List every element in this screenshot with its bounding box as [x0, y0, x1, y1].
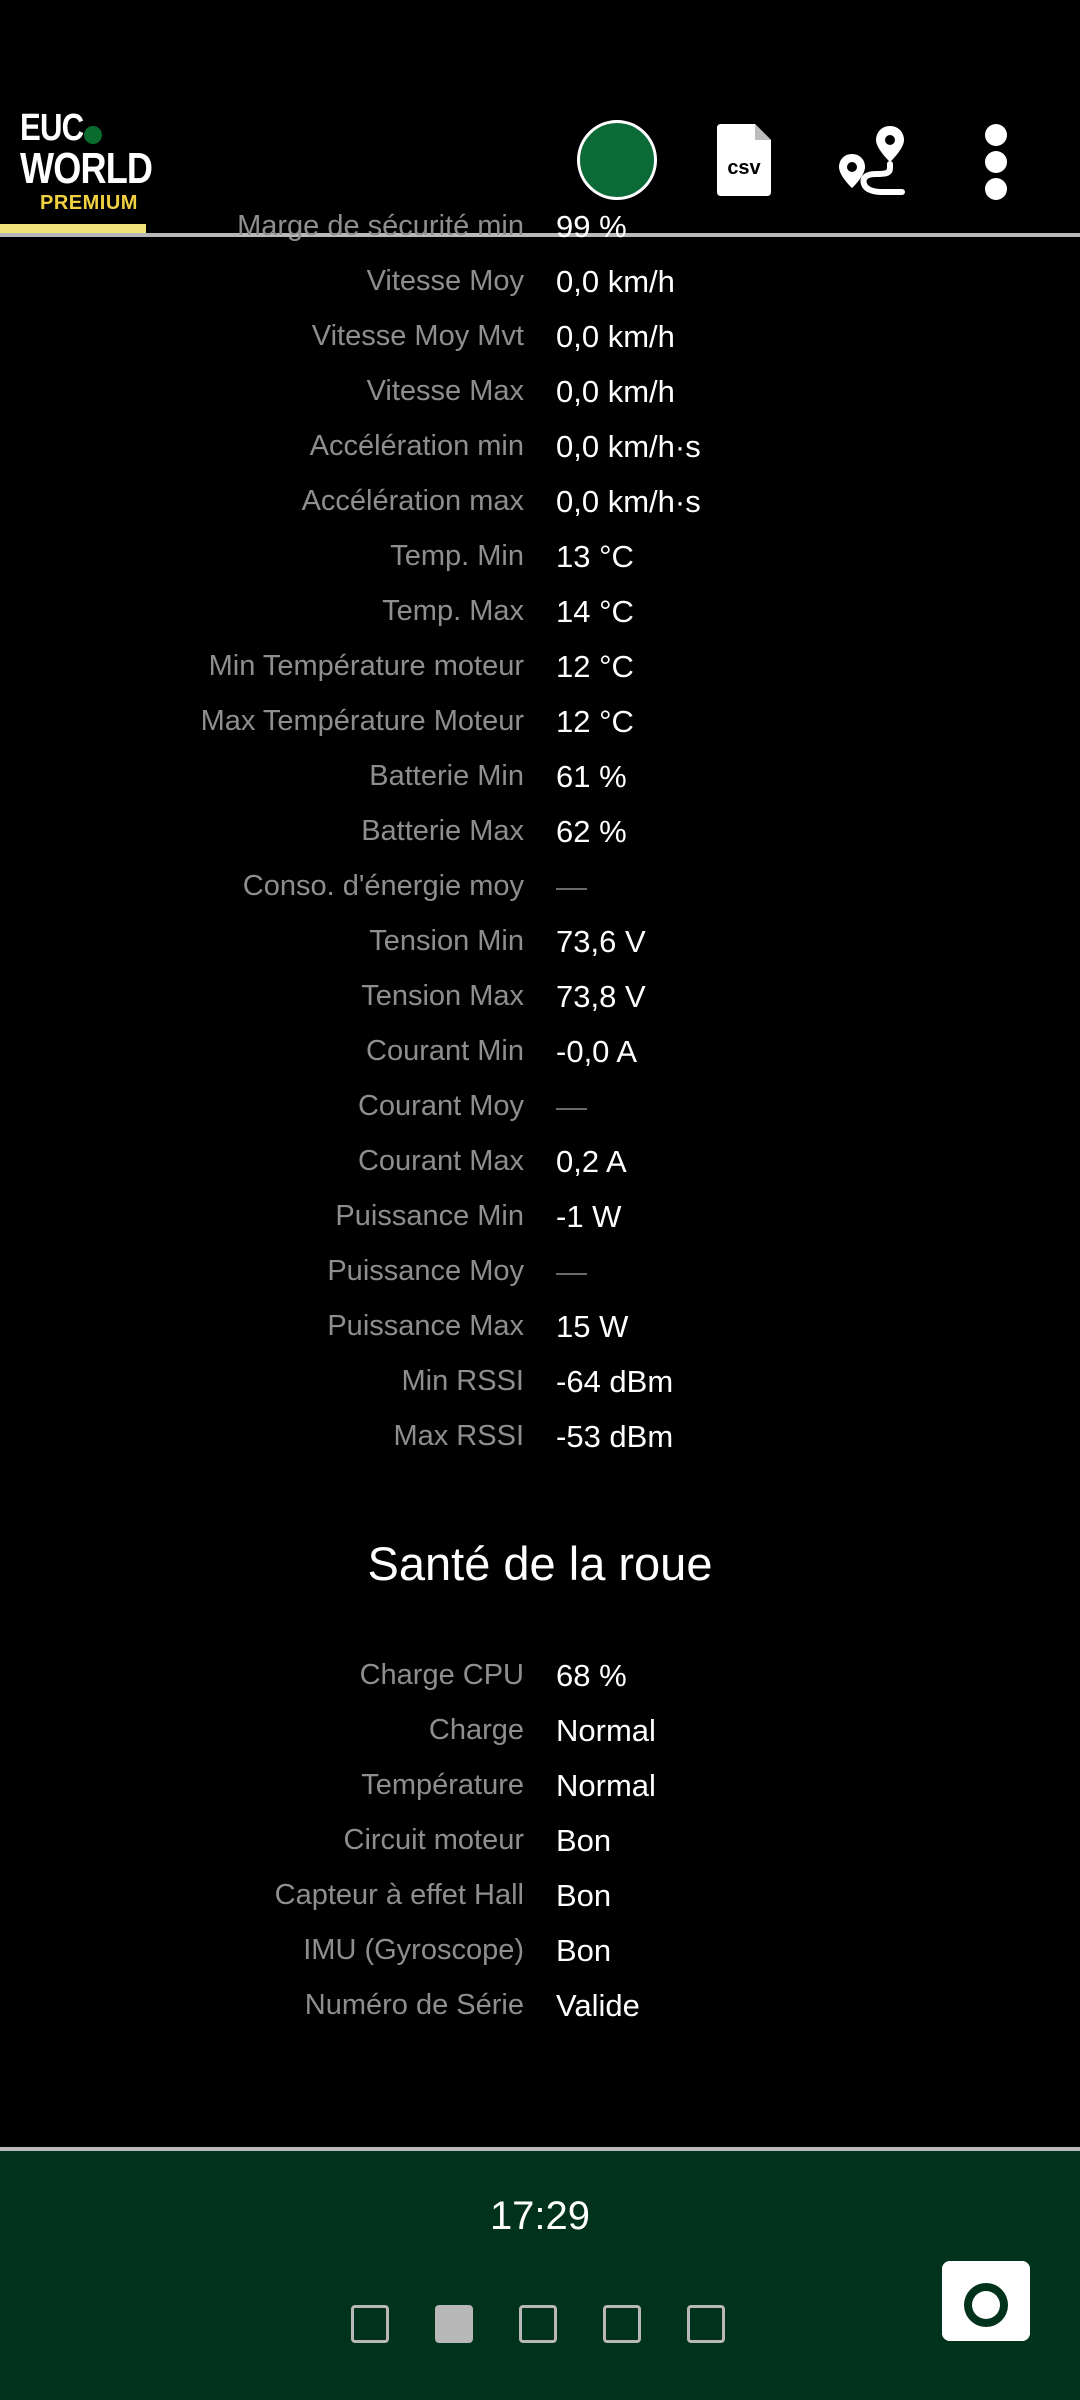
- stat-label: Courant Max: [357, 1145, 524, 1177]
- stat-label: Marge de sécurité min: [237, 210, 524, 242]
- stat-label: Accélération max: [301, 485, 524, 517]
- connection-status-icon[interactable]: [577, 120, 657, 200]
- health-label: Température: [361, 1769, 524, 1801]
- stat-row: [0, 1354, 1080, 1409]
- stat-value: —: [556, 869, 587, 904]
- stat-value: -53 dBm: [556, 1419, 674, 1454]
- stat-row: [0, 969, 1080, 1024]
- health-label: IMU (Gyroscope): [303, 1934, 524, 1966]
- health-value: Bon: [556, 1933, 612, 1968]
- page-indicator-5[interactable]: [687, 2305, 725, 2343]
- more-dot: [985, 151, 1007, 173]
- logo-text-world: WORLD: [20, 144, 153, 193]
- health-value: Valide: [556, 1988, 640, 2023]
- stat-label: Vitesse Moy: [366, 265, 524, 297]
- health-value: Bon: [556, 1823, 612, 1858]
- health-row: [0, 1648, 1080, 1703]
- more-dot: [985, 178, 1007, 200]
- stat-label: Tension Max: [361, 980, 524, 1012]
- stat-row: [0, 364, 1080, 419]
- stat-row: [0, 1134, 1080, 1189]
- stat-value: -64 dBm: [556, 1364, 674, 1399]
- top-app-bar: [0, 0, 1080, 232]
- stat-label: Courant Moy: [357, 1090, 524, 1122]
- stat-label: Tension Min: [369, 925, 524, 957]
- health-value: Bon: [556, 1878, 612, 1913]
- csv-export-icon[interactable]: [717, 124, 771, 196]
- stat-value: -0,0 A: [556, 1034, 637, 1069]
- stat-value: —: [556, 1254, 587, 1289]
- health-label: Capteur à effet Hall: [274, 1879, 524, 1911]
- stat-label: Puissance Max: [327, 1310, 524, 1342]
- health-value: 68 %: [556, 1658, 627, 1693]
- section-title-wheel-health: Santé de la roue: [367, 1537, 713, 1590]
- stat-value: 61 %: [556, 759, 627, 794]
- stat-row: [0, 1299, 1080, 1354]
- stat-row: [0, 584, 1080, 639]
- logo-text-premium: PREMIUM: [40, 192, 138, 214]
- stat-row: [0, 639, 1080, 694]
- stat-row: [0, 529, 1080, 584]
- page-indicators: [351, 2305, 731, 2349]
- page-indicator-2[interactable]: [435, 2305, 473, 2343]
- stat-label: Min Température moteur: [208, 650, 524, 682]
- stat-row-partial: [0, 199, 1080, 254]
- stat-value: 15 W: [556, 1309, 629, 1344]
- stat-value: 99 %: [556, 209, 627, 244]
- stat-value: 73,8 V: [556, 979, 646, 1014]
- health-label: Circuit moteur: [343, 1824, 524, 1856]
- stat-row: [0, 309, 1080, 364]
- stat-value: 12 °C: [556, 704, 634, 739]
- stat-label: Vitesse Max: [366, 375, 524, 407]
- stat-value: 12 °C: [556, 649, 634, 684]
- stat-value: 0,0 km/h·s: [556, 484, 701, 519]
- health-label: Charge CPU: [359, 1659, 524, 1691]
- stat-row: [0, 749, 1080, 804]
- stat-label: Min RSSI: [401, 1365, 524, 1397]
- stat-row: [0, 419, 1080, 474]
- stat-row: [0, 1024, 1080, 1079]
- stat-value: -1 W: [556, 1199, 622, 1234]
- stats-scroll-area[interactable]: [0, 209, 1080, 2147]
- stat-value: 0,0 km/h: [556, 319, 675, 354]
- stat-value: 13 °C: [556, 539, 634, 574]
- stat-row: [0, 859, 1080, 914]
- stat-label: Temp. Min: [390, 540, 524, 572]
- stat-value: 14 °C: [556, 594, 634, 629]
- stat-label: Batterie Min: [369, 760, 524, 792]
- stat-row: [0, 1079, 1080, 1134]
- stat-label: Temp. Max: [382, 595, 524, 627]
- page-indicator-1[interactable]: [351, 2305, 389, 2343]
- stat-label: Puissance Moy: [327, 1255, 524, 1287]
- stat-label: Accélération min: [309, 430, 524, 462]
- stat-row: [0, 804, 1080, 859]
- stat-label: Conso. d'énergie moy: [242, 870, 524, 902]
- health-value: Normal: [556, 1768, 656, 1803]
- stat-label: Courant Min: [366, 1035, 524, 1067]
- stat-label: Max RSSI: [393, 1420, 524, 1452]
- bottom-bar: [0, 2151, 1080, 2400]
- logo-text-euc: EUC: [20, 107, 84, 149]
- page-indicator-3[interactable]: [519, 2305, 557, 2343]
- route-icon[interactable]: [836, 124, 906, 198]
- stat-label: Max Température Moteur: [200, 705, 524, 737]
- health-row: [0, 1813, 1080, 1868]
- stat-label: Vitesse Moy Mvt: [311, 320, 524, 352]
- health-row: [0, 1758, 1080, 1813]
- camera-icon[interactable]: [942, 2261, 1030, 2341]
- health-row: [0, 1868, 1080, 1923]
- more-dot: [985, 124, 1007, 146]
- health-label: Numéro de Série: [304, 1989, 524, 2021]
- stat-row: [0, 474, 1080, 529]
- csv-icon-label: csv: [727, 157, 761, 179]
- health-row: [0, 1703, 1080, 1758]
- stat-row: [0, 1244, 1080, 1299]
- more-vert-icon[interactable]: [980, 120, 1012, 204]
- stat-row: [0, 1189, 1080, 1244]
- stat-row: [0, 254, 1080, 309]
- stat-row: [0, 694, 1080, 749]
- clock-text: 17:29: [489, 2194, 591, 2238]
- stat-value: 0,2 A: [556, 1144, 627, 1179]
- page-indicator-4[interactable]: [603, 2305, 641, 2343]
- health-value: Normal: [556, 1713, 656, 1748]
- stat-value: 0,0 km/h: [556, 374, 675, 409]
- stat-label: Puissance Min: [335, 1200, 524, 1232]
- stat-value: 0,0 km/h: [556, 264, 675, 299]
- stat-value: 62 %: [556, 814, 627, 849]
- health-row: [0, 1923, 1080, 1978]
- health-label: Charge: [428, 1714, 524, 1746]
- stat-value: 0,0 km/h·s: [556, 429, 701, 464]
- stat-value: —: [556, 1089, 587, 1124]
- stat-row: [0, 914, 1080, 969]
- logo-dot: [84, 126, 102, 144]
- stat-value: 73,6 V: [556, 924, 646, 959]
- stat-row: [0, 1409, 1080, 1464]
- stat-label: Batterie Max: [361, 815, 524, 847]
- health-row: [0, 1978, 1080, 2033]
